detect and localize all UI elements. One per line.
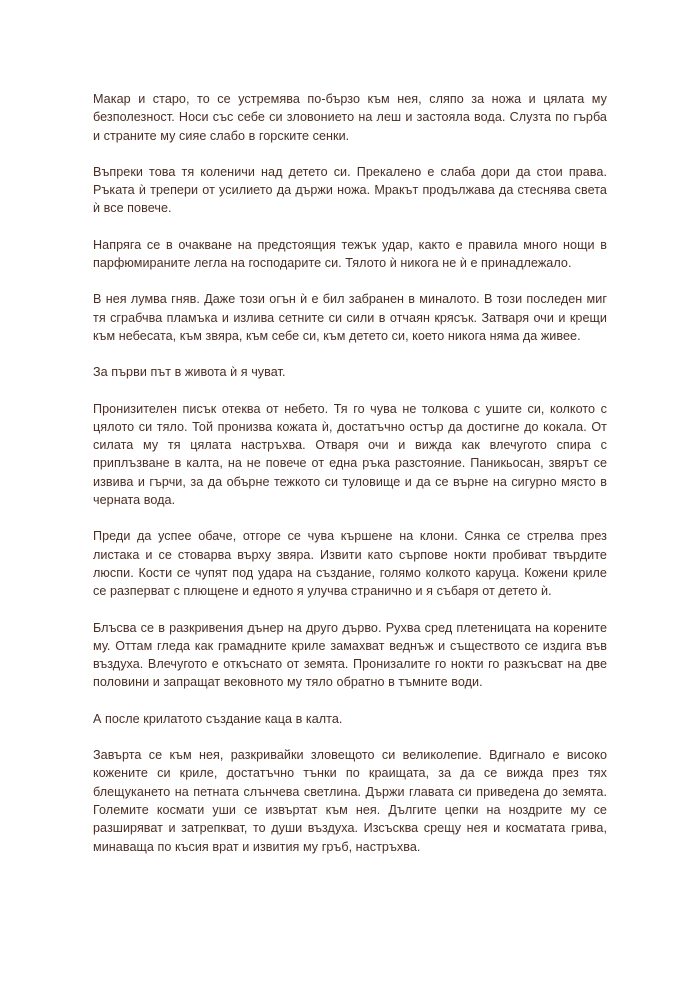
paragraph: Преди да успее обаче, отгоре се чува кършене на клони. Сянка се стрелва през листака и се стоварва върху звяра. Извити като сърпове нокти пробиват твърдите люспи. Кости се чупят под удара на създание, голямо колкото каруца. Кожени криле се разперват с плющене и едното я улучва странично и я събаря от детето ѝ. bbox=[93, 529, 607, 599]
paragraph: Пронизителен писък отеква от небето. Тя го чува не толкова с ушите си, колкото с цялото си тяло. Той пронизва кожата ѝ, достатъчно остър да достигне до кокала. От силата му тя цялата настръхва. Отваря очи и вижда как влечугото спира с приплъзване в калта, на не повече от една ръка разстояние. Паникьосан, звярът се извива и гърчи, за да обърне тежкото си туловище и да се върне на сигурно място в черната вода. bbox=[93, 401, 607, 508]
document-body bbox=[93, 90, 607, 874]
paragraph: Блъсва се в разкривения дънер на друго дърво. Рухва сред плетеницата на корените му. Оттам гледа как грамадните криле замахват веднъж и съществото се издига във въздуха. Влечугото е откъснато от земята. Пронизалите го нокти го разкъсват на две половини и запращат вековното му тяло обратно в тъмните води. bbox=[93, 620, 607, 690]
paragraph: А после крилатото създание каца в калта. bbox=[93, 711, 343, 726]
paragraph: Въпреки това тя коленичи над детето си. Прекалено е слаба дори да стои права. Ръката ѝ трепери от усилието да държи ножа. Мракът продължава да стеснява света ѝ все повече. bbox=[93, 164, 607, 216]
paragraph: В нея лумва гняв. Даже този огън ѝ е бил забранен в миналото. В този последен миг тя сграбчва пламъка и излива сетните си сили в отчаян крясък. Затваря очи и крещи към небесата, към звяра, към себе си, към детето си, което никога няма да живее. bbox=[93, 292, 607, 343]
paragraph: За първи път в живота ѝ я чуват. bbox=[93, 365, 286, 380]
paragraph: Макар и старо, то се устремява по-бързо към нея, сляпо за ножа и цялата му безполезност. Носи със себе си зловонието на леш и застояла вода. Слузта по гърба и страните му сияе слабо в горските сенки. bbox=[93, 92, 607, 143]
paragraph: Напряга се в очакване на предстоящия тежък удар, както е правила много нощи в парфюмираните легла на господарите си. Тялото ѝ никога не ѝ е принадлежало. bbox=[93, 237, 607, 271]
paragraph: Завърта се към нея, разкривайки зловещото си великолепие. Вдигнало е високо кожените си криле, достатъчно тънки по краищата, за да се вижда през тях блещукането на петната слънчева светлина. Държи главата си приведена до земята. Големите космати уши се извъртат към нея. Дългите цепки на ноздрите му се разширяват и затрепкват, то души въздуха. Изсъсква срещу нея и косматата грива, минаваща по късия врат и извития му гръб, настръхва. bbox=[93, 748, 607, 854]
